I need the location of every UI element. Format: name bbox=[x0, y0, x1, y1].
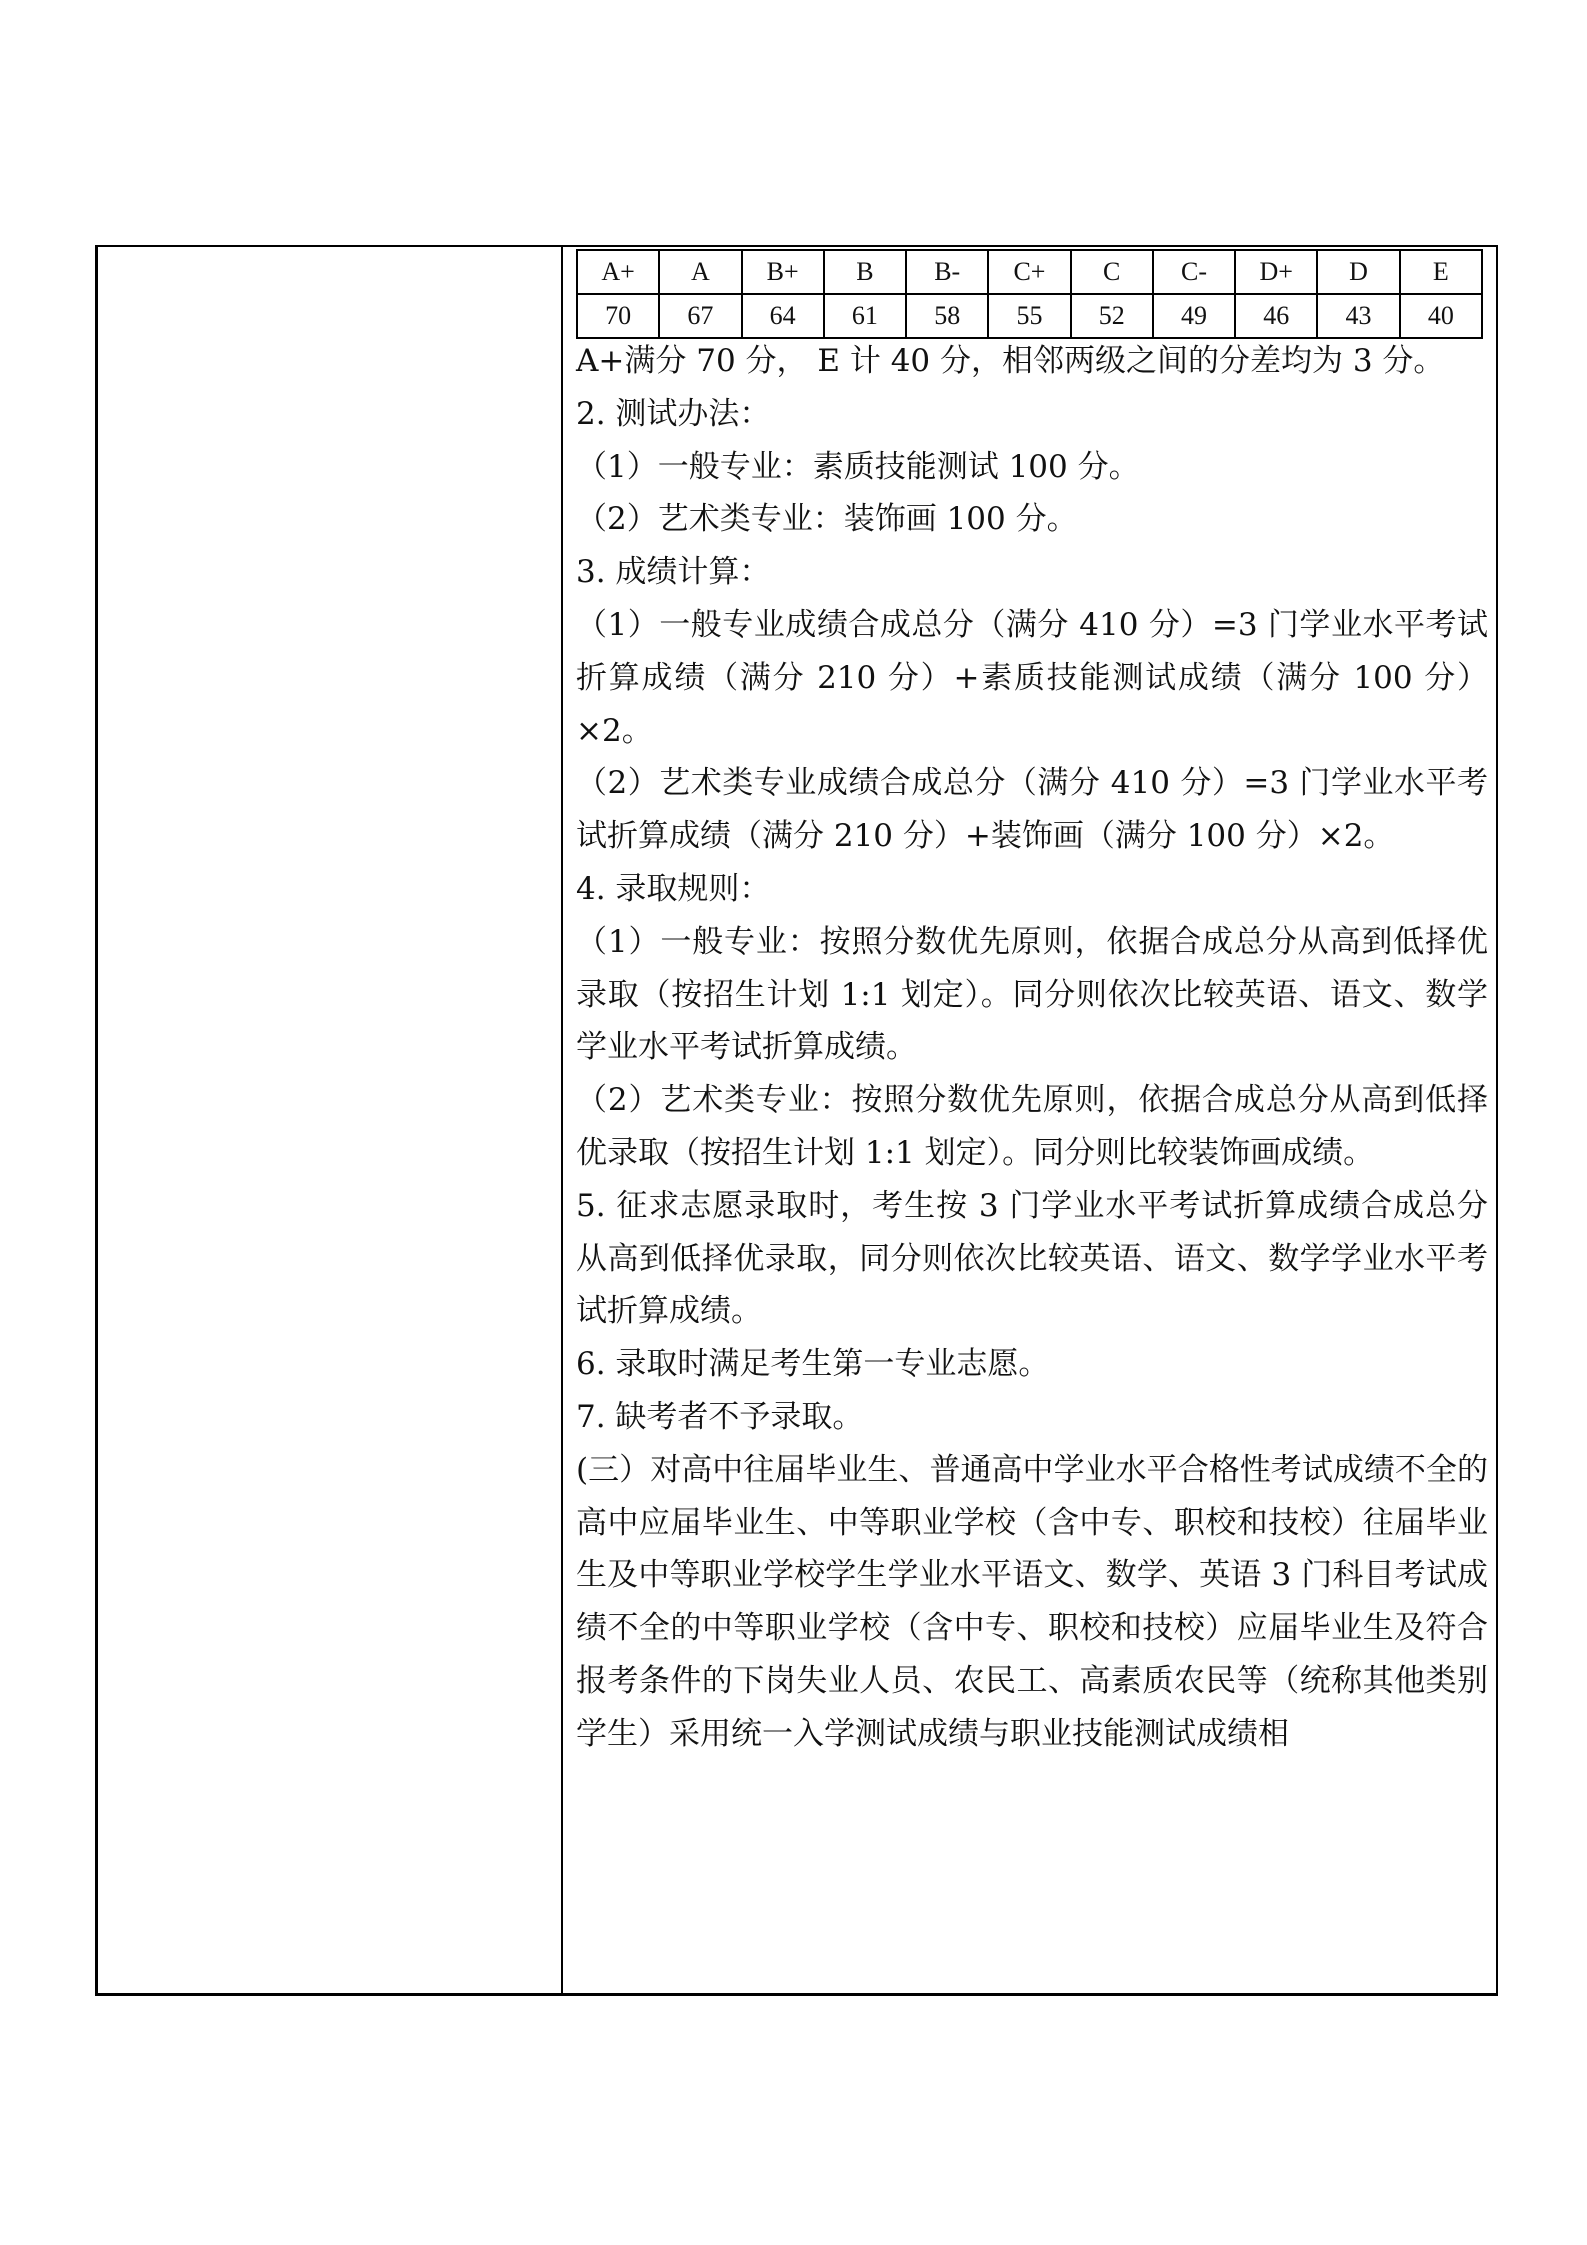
score-cell: 43 bbox=[1317, 294, 1399, 338]
score-row bbox=[577, 294, 1482, 338]
paragraph-general-test: （1）一般专业：素质技能测试 100 分。 bbox=[576, 448, 1140, 485]
grade-score-table bbox=[576, 249, 1483, 339]
paragraph-grade-note: A+满分 70 分， E 计 40 分，相邻两级之间的分差均为 3 分。 bbox=[576, 343, 1445, 379]
grade-cell: B+ bbox=[742, 250, 824, 294]
grade-cell: E bbox=[1400, 250, 1482, 294]
paragraph-art-admission: （2）艺术类专业：按照分数优先原则，依据合成总分从高到低择优录取（按招生计划 1:1 划定）。同分则比较装饰画成绩。 bbox=[576, 1082, 1488, 1171]
table-column-divider bbox=[561, 245, 563, 1996]
rules-text bbox=[576, 335, 1488, 1761]
score-cell: 55 bbox=[988, 294, 1070, 338]
grade-cell: B bbox=[824, 250, 906, 294]
heading-score-calculation: 3. 成绩计算： bbox=[576, 554, 771, 591]
score-cell: 52 bbox=[1071, 294, 1153, 338]
paragraph-general-calculation: （1）一般专业成绩合成总分（满分 410 分）=3 门学业水平考试折算成绩（满分 210 分）+素质技能测试成绩（满分 100 分）×2。 bbox=[576, 606, 1488, 749]
score-cell: 46 bbox=[1235, 294, 1317, 338]
paragraph-solicited-admission: 5. 征求志愿录取时，考生按 3 门学业水平考试折算成绩合成总分从高到低择优录取，同分则依次比较英语、语文、数学学业水平考试折算成绩。 bbox=[576, 1187, 1488, 1330]
score-cell: 64 bbox=[742, 294, 824, 338]
score-cell: 61 bbox=[824, 294, 906, 338]
grade-cell: C+ bbox=[988, 250, 1070, 294]
grade-cell: D bbox=[1317, 250, 1399, 294]
paragraph-other-students: (三）对高中往届毕业生、普通高中学业水平合格性考试成绩不全的高中应届毕业生、中等职业学校（含中专、职校和技校）往届毕业生及中等职业学校学生学业水平语文、数学、英语 3 门科目考试成绩不全的中等职业学校（含中专、职校和技校）应届毕业生及符合报考条件的下岗失业人员、农民工、高素质农民等（统称其他类别学生）采用统一入学测试成绩与职业技能测试成绩相 bbox=[576, 1451, 1488, 1752]
grade-cell: D+ bbox=[1235, 250, 1317, 294]
grade-cell: C- bbox=[1153, 250, 1235, 294]
grade-cell: B- bbox=[906, 250, 988, 294]
grade-row bbox=[577, 250, 1482, 294]
score-cell: 49 bbox=[1153, 294, 1235, 338]
heading-admission-rules: 4. 录取规则： bbox=[576, 870, 771, 907]
paragraph-absence: 7. 缺考者不予录取。 bbox=[576, 1398, 864, 1435]
score-cell: 58 bbox=[906, 294, 988, 338]
paragraph-art-test: （2）艺术类专业：装饰画 100 分。 bbox=[576, 501, 1078, 538]
heading-test-method: 2. 测试办法： bbox=[576, 395, 771, 432]
score-cell: 67 bbox=[659, 294, 741, 338]
grade-cell: A bbox=[659, 250, 741, 294]
paragraph-first-choice: 6. 录取时满足考生第一专业志愿。 bbox=[576, 1346, 1050, 1383]
paragraph-general-admission: （1）一般专业：按照分数优先原则，依据合成总分从高到低择优录取（按招生计划 1:1 划定）。同分则依次比较英语、语文、数学学业水平考试折算成绩。 bbox=[576, 923, 1488, 1066]
grade-cell: A+ bbox=[577, 250, 659, 294]
grade-cell: C bbox=[1071, 250, 1153, 294]
score-cell: 40 bbox=[1400, 294, 1482, 338]
score-cell: 70 bbox=[577, 294, 659, 338]
paragraph-art-calculation: （2）艺术类专业成绩合成总分（满分 410 分）=3 门学业水平考试折算成绩（满分 210 分）+装饰画（满分 100 分）×2。 bbox=[576, 765, 1488, 855]
